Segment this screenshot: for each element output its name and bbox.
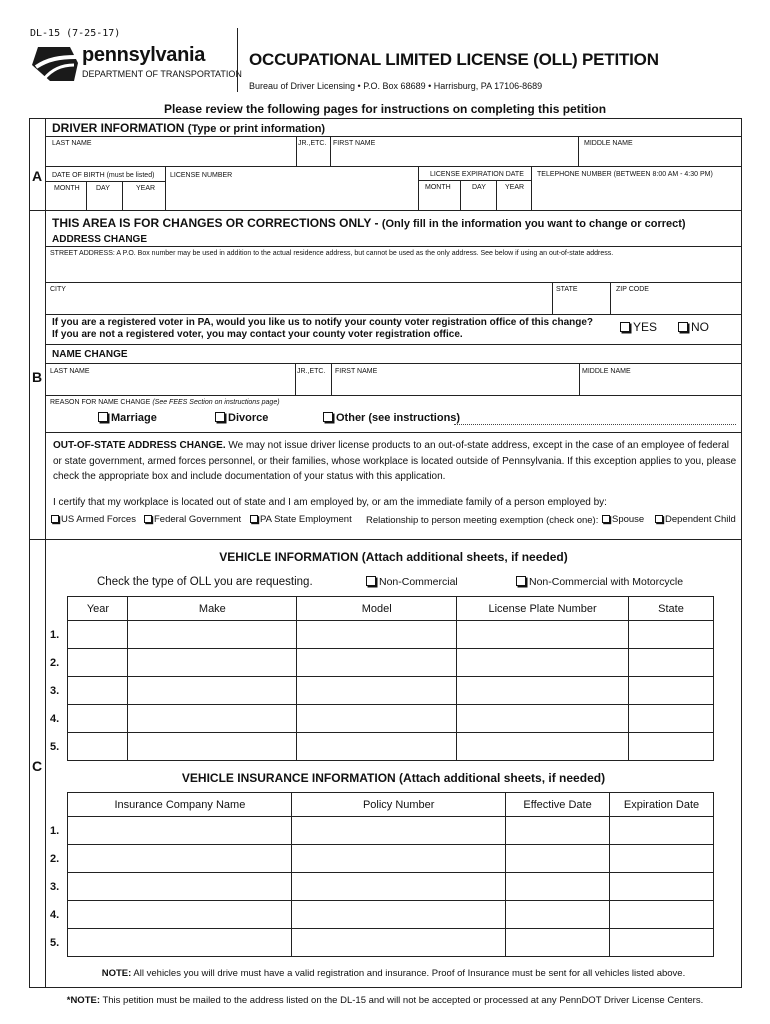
changes-heading-note: (Only fill in the information you want to change or correct) [381,218,686,230]
reason-label-note: (See FEES Section on instructions page) [152,399,280,406]
col-line [418,166,419,211]
footer-note-label: *NOTE: [66,995,100,1006]
changes-heading [52,216,686,230]
vehicle-note-text: All vehicles you will drive must have a valid registration and insurance. Proof of Insurance must be sent for all vehicles listed above. [131,968,686,979]
pa-state-option[interactable] [250,514,352,525]
oos-paragraph-line3: check the appropriate box and include documentation of your status with this application. [53,471,446,482]
vehicle-row-number: 3. [48,677,68,705]
form-title: OCCUPATIONAL LIMITED LICENSE (OLL) PETITION [249,50,659,69]
driver-info-heading [52,121,325,135]
voter-yes-option[interactable] [620,320,657,334]
row-line [45,314,742,315]
insurance-row-number: 4. [48,901,68,929]
instructions-line: Please review the following pages for instructions on completing this petition [163,102,607,116]
vehicle-year-cell[interactable] [68,677,128,705]
a-first-name-label: FIRST NAME [333,140,376,147]
state-label: STATE [556,286,578,293]
insurance-policy-cell[interactable] [292,817,506,845]
other-checkbox[interactable] [323,412,333,422]
vehicle-model-cell[interactable] [297,649,457,677]
a-license-number-label: LICENSE NUMBER [170,172,233,179]
city-label: CITY [50,286,66,293]
vehicle-state-cell[interactable] [629,677,714,705]
non-commercial-moto-label: Non-Commercial with Motorcycle [529,576,684,588]
col-line [460,180,461,211]
vehicle-plate-cell[interactable] [457,649,629,677]
insurance-row [48,929,714,957]
vehicle-col-state: State [629,597,714,621]
vehicle-state-cell[interactable] [629,649,714,677]
insurance-expiration-cell[interactable] [610,845,714,873]
a-exp-year: YEAR [505,184,525,191]
insurance-row-number: 3. [48,873,68,901]
vehicle-make-cell[interactable] [128,705,297,733]
us-armed-label: US Armed Forces [61,514,136,525]
pa-state-checkbox[interactable] [250,515,258,523]
insurance-policy-cell[interactable] [292,901,506,929]
non-commercial-moto-option[interactable] [516,576,683,588]
insurance-header-row [48,793,714,817]
voter-yes-checkbox[interactable] [620,322,630,332]
vehicle-note-label: NOTE: [101,968,132,979]
vehicle-model-cell[interactable] [297,621,457,649]
insurance-effective-cell[interactable] [506,817,610,845]
vehicle-col-model: Model [297,597,457,621]
keystone-logo-icon [30,45,80,83]
other-label: Other (see instructions) [336,412,461,424]
vehicle-row [48,677,714,705]
col-line [579,363,580,395]
col-line [331,363,332,395]
agency-name: pennsylvania [82,44,206,66]
voter-no-label: NO [691,320,709,334]
vehicle-row-number: 4. [48,705,68,733]
row-line [45,432,742,433]
footer-note-text: This petition must be mailed to the address listed on the DL-15 and will not be accepted or processed at any PennDOT Driver License Centers. [100,995,704,1006]
vehicle-make-cell[interactable] [128,733,297,761]
non-commercial-option[interactable] [366,576,458,588]
non-commercial-label: Non-Commercial [379,576,458,588]
vehicle-row [48,733,714,761]
vehicle-model-cell[interactable] [297,733,457,761]
form-code: DL-15 (7-25-17) [30,28,121,39]
insurance-effective-cell[interactable] [506,929,610,957]
header-divider [237,28,238,92]
changes-heading-text: THIS AREA IS FOR CHANGES OR CORRECTIONS ONLY - [52,216,379,230]
federal-gov-label: Federal Government [154,514,242,525]
col-line [165,166,166,211]
section-b-letter-divider [45,211,46,540]
vehicle-row-number: 2. [48,649,68,677]
b-first-name-label: FIRST NAME [335,368,378,375]
col-line [86,181,87,211]
section-b-box [29,211,742,540]
reason-other-option[interactable] [323,412,460,424]
row-line [45,363,742,364]
vehicle-state-cell[interactable] [629,621,714,649]
vehicle-col-make: Make [128,597,297,621]
a-dob-month: MONTH [54,185,80,192]
vehicle-make-cell[interactable] [128,649,297,677]
vehicle-header-row [48,597,714,621]
insurance-company-cell[interactable] [68,901,292,929]
b-last-name-label: LAST NAME [50,368,90,375]
spouse-label: Spouse [612,514,645,525]
insurance-row [48,845,714,873]
insurance-policy-cell[interactable] [292,873,506,901]
vehicle-col-year: Year [68,597,128,621]
col-line [578,136,579,166]
row-line [45,395,742,396]
voter-no-checkbox[interactable] [678,322,688,332]
row-line [418,180,531,181]
vehicle-header-spacer [48,597,68,621]
vehicle-plate-cell[interactable] [457,733,629,761]
relationship-label: Relationship to person meeting exemption (check one): [366,515,599,526]
col-line [295,363,296,395]
marriage-checkbox[interactable] [98,412,108,422]
vehicle-table [48,596,714,761]
vehicle-plate-cell[interactable] [457,677,629,705]
check-type-label: Check the type of OLL you are requesting. [97,576,313,588]
vehicle-state-cell[interactable] [629,733,714,761]
insurance-col-effective: Effective Date [506,793,610,817]
insurance-company-cell[interactable] [68,817,292,845]
form-address: Bureau of Driver Licensing • P.O. Box 68689 • Harrisburg, PA 17106-8689 [249,81,543,91]
us-armed-option[interactable] [51,514,136,525]
insurance-expiration-cell[interactable] [610,929,714,957]
insurance-heading: VEHICLE INSURANCE INFORMATION (Attach additional sheets, if needed) [181,771,606,785]
insurance-effective-cell[interactable] [506,873,610,901]
spouse-option[interactable] [602,514,644,525]
federal-gov-option[interactable] [144,514,241,525]
insurance-expiration-cell[interactable] [610,873,714,901]
oos-text1: We may not issue driver license products to an out-of-state address, except in the case of an employee of federal [225,440,730,451]
driver-info-heading-note: (Type or print information) [187,123,326,135]
street-address-label: STREET ADDRESS: A P.O. Box number may be used in addition to the actual residence address, but cannot be used as the only address. See below if using an out-of-state address. [50,250,614,257]
vehicle-row-number: 5. [48,733,68,761]
col-line [552,282,553,314]
driver-info-heading-text: DRIVER INFORMATION [52,121,185,135]
insurance-policy-cell[interactable] [292,929,506,957]
reason-label-text: REASON FOR NAME CHANGE [50,399,151,406]
section-a-letter-divider [45,118,46,211]
name-change-label: NAME CHANGE [52,349,128,360]
vehicle-model-cell[interactable] [297,677,457,705]
col-line [330,136,331,166]
voter-question: If you are a registered voter in PA, would you like us to notify your county voter registration office of this change? [52,317,594,328]
col-line [122,181,123,211]
insurance-row [48,873,714,901]
vehicle-make-cell[interactable] [128,621,297,649]
insurance-row-number: 2. [48,845,68,873]
insurance-col-company: Insurance Company Name [68,793,292,817]
certify-statement: I certify that my workplace is located out of state and I am employed by, or am the immediate family of a person employed by: [53,497,607,508]
row-line [45,282,742,283]
vehicle-row [48,621,714,649]
reason-marriage-option[interactable] [98,412,157,424]
vehicle-year-cell[interactable] [68,705,128,733]
insurance-row-number: 1. [48,817,68,845]
b-jr-label: JR.,ETC. [297,368,326,375]
reason-divorce-option[interactable] [215,412,268,424]
vehicle-plate-cell[interactable] [457,621,629,649]
insurance-company-cell[interactable] [68,845,292,873]
federal-gov-checkbox[interactable] [144,515,152,523]
non-commercial-moto-checkbox[interactable] [516,576,526,586]
address-change-label: ADDRESS CHANGE [52,234,148,245]
insurance-effective-cell[interactable] [506,901,610,929]
oos-paragraph-line2: or state government, armed forces personnel, or their families, whose workplace is located outside of Pennsylvania. If this exception applies to you, please [53,456,737,467]
other-reason-input[interactable] [454,424,736,425]
col-line [610,282,611,314]
dependent-option[interactable] [655,514,736,525]
vehicle-note [45,968,742,979]
non-commercial-checkbox[interactable] [366,576,376,586]
insurance-header-spacer [48,793,68,817]
vehicle-row [48,649,714,677]
voter-note: If you are not a registered voter, you may contact your county voter registration office. [52,329,463,340]
insurance-row [48,901,714,929]
a-jr-label: JR.,ETC. [298,140,327,147]
col-line [531,166,532,211]
section-c-letter: C [32,758,43,774]
vehicle-year-cell[interactable] [68,621,128,649]
section-a-letter: A [32,168,43,184]
insurance-row-number: 5. [48,929,68,957]
insurance-expiration-cell[interactable] [610,901,714,929]
insurance-expiration-cell[interactable] [610,817,714,845]
a-dob-label: DATE OF BIRTH (must be listed) [52,172,155,179]
footer-note [0,995,770,1006]
a-dob-day: DAY [96,185,110,192]
vehicle-year-cell[interactable] [68,649,128,677]
a-license-exp-label: LICENSE EXPIRATION DATE [430,171,524,178]
zip-label: ZIP CODE [616,286,649,293]
voter-yes-label: YES [633,320,658,334]
vehicle-plate-cell[interactable] [457,705,629,733]
marriage-label: Marriage [111,412,157,424]
row-line [45,181,165,182]
vehicle-row [48,705,714,733]
section-c-letter-divider [45,540,46,988]
insurance-col-expiration: Expiration Date [610,793,714,817]
insurance-company-cell[interactable] [68,873,292,901]
insurance-row [48,817,714,845]
dependent-label: Dependent Child [665,514,736,525]
insurance-table [48,792,714,957]
row-line [45,246,742,247]
vehicle-year-cell[interactable] [68,733,128,761]
vehicle-col-plate: License Plate Number [457,597,629,621]
dependent-checkbox[interactable] [655,515,663,523]
insurance-policy-cell[interactable] [292,845,506,873]
a-exp-day: DAY [472,184,486,191]
vehicle-info-heading: VEHICLE INFORMATION (Attach additional sheets, if needed) [219,550,568,564]
a-dob-year: YEAR [136,185,156,192]
oos-heading: OUT-OF-STATE ADDRESS CHANGE. [53,440,226,451]
a-middle-name-label: MIDDLE NAME [584,140,633,147]
row-line [45,344,742,345]
divorce-label: Divorce [228,412,269,424]
divorce-checkbox[interactable] [215,412,225,422]
section-b-letter: B [32,369,43,385]
reason-label [50,399,280,406]
a-telephone-label: TELEPHONE NUMBER (BETWEEN 8:00 AM - 4:30 PM) [537,171,713,178]
voter-no-option[interactable] [678,320,709,334]
vehicle-model-cell[interactable] [297,705,457,733]
spouse-checkbox[interactable] [602,515,610,523]
col-line [296,136,297,166]
insurance-company-cell[interactable] [68,929,292,957]
agency-dept: DEPARTMENT OF TRANSPORTATION [82,69,242,79]
row-line [45,166,742,167]
b-middle-name-label: MIDDLE NAME [582,368,631,375]
insurance-effective-cell[interactable] [506,845,610,873]
vehicle-make-cell[interactable] [128,677,297,705]
a-last-name-label: LAST NAME [52,140,92,147]
us-armed-checkbox[interactable] [51,515,59,523]
pa-state-label: PA State Employment [260,514,352,525]
vehicle-state-cell[interactable] [629,705,714,733]
insurance-col-policy: Policy Number [292,793,506,817]
vehicle-row-number: 1. [48,621,68,649]
row-line [45,136,742,137]
a-exp-month: MONTH [425,184,451,191]
oos-paragraph-line1 [53,440,729,451]
col-line [496,180,497,211]
